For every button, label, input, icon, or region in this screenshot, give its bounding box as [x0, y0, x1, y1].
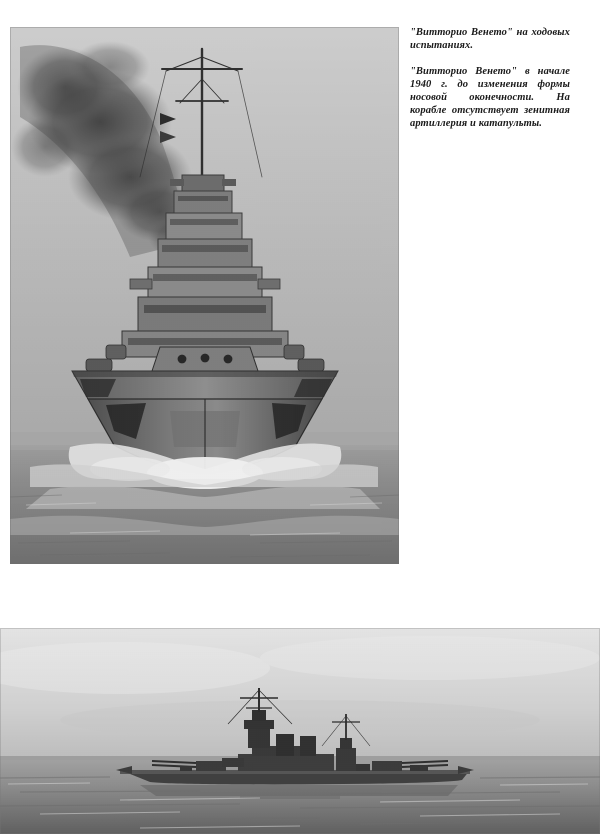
broadside-view-illustration	[0, 628, 600, 834]
forecastle-deck	[72, 371, 338, 399]
figure-caption-bottom: "Витторио Венето" в начале 1940 г. до изменения формы носовой оконечности. На корабле отсутствует зенитная артиллерия и катапульты.	[410, 66, 570, 129]
figure-broadside-view	[0, 628, 600, 834]
figure-caption-top: "Витторио Венето" на ходовых испытаниях.	[410, 27, 570, 51]
main-turret-a	[152, 347, 258, 371]
figure-bow-view	[10, 27, 399, 564]
caption-column	[410, 26, 570, 143]
bow-view-illustration	[10, 27, 399, 564]
